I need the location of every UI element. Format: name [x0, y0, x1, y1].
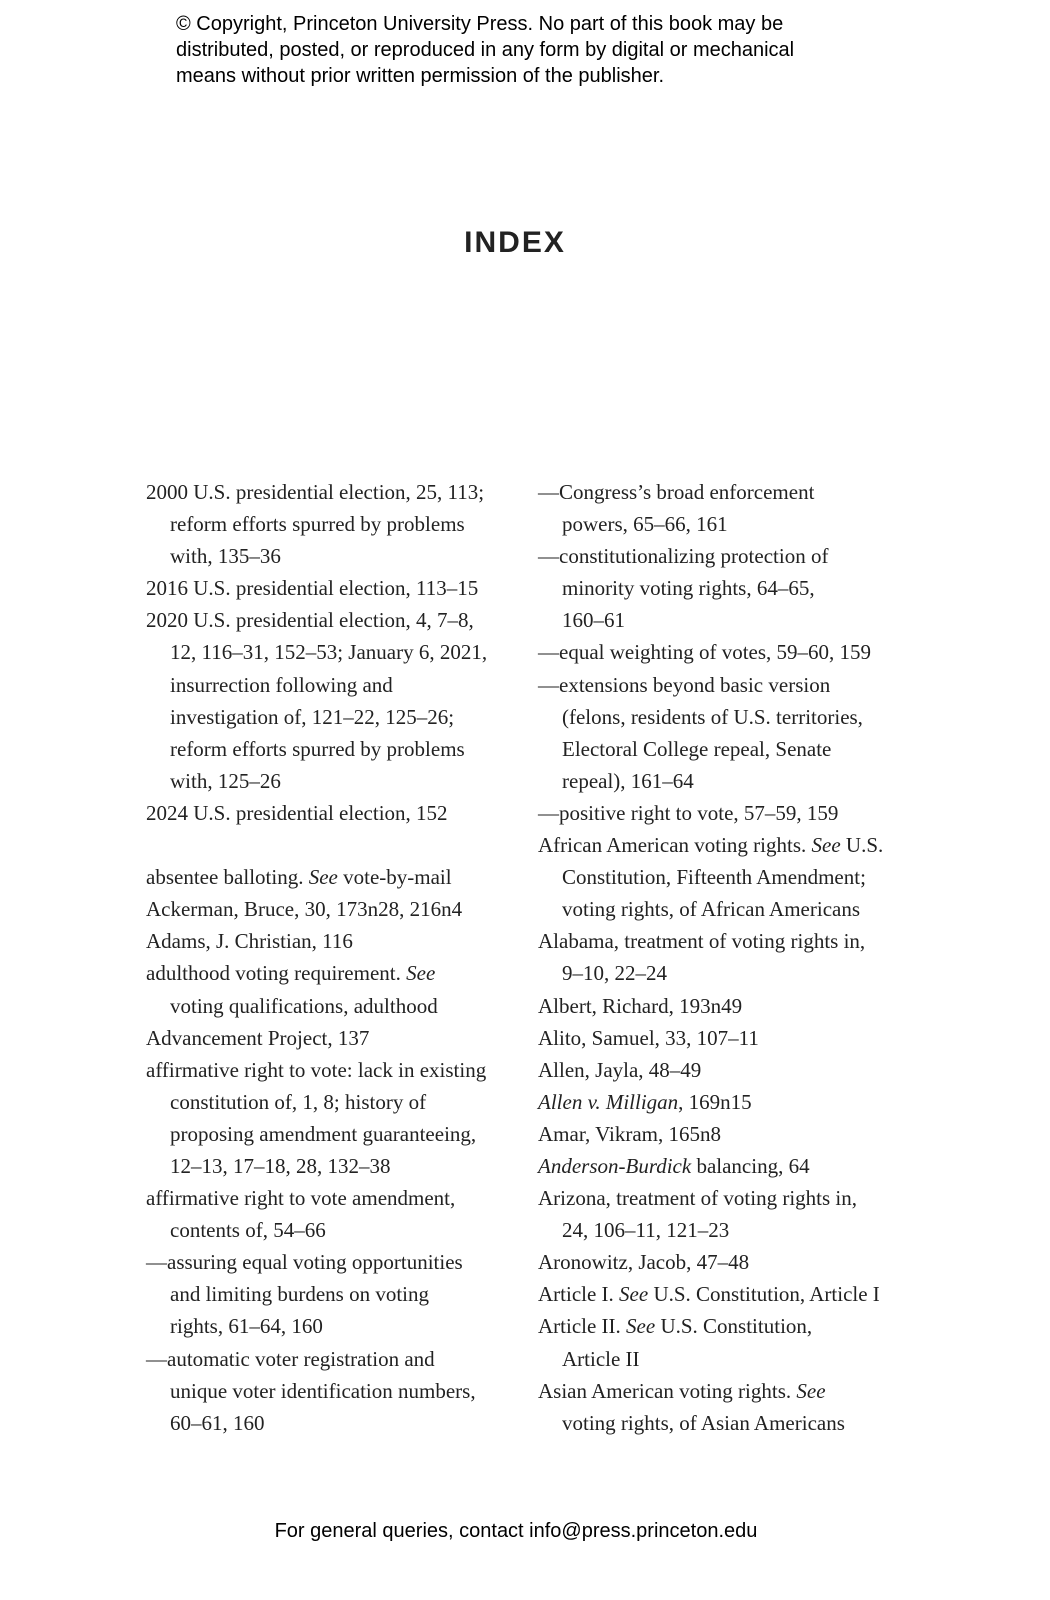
- index-entry: [146, 797, 526, 829]
- index-entry: [538, 669, 918, 797]
- entry-text: with, 135–36: [170, 544, 281, 569]
- index-entry-line: [146, 1054, 526, 1086]
- index-entry: [538, 1375, 918, 1439]
- copyright-line: means without prior written permission of the publisher.: [176, 65, 665, 87]
- entry-text: —automatic voter registration and: [146, 1346, 435, 1371]
- italic-text: See: [619, 1282, 649, 1307]
- index-entry-line: [146, 1182, 526, 1214]
- index-entry: [538, 636, 918, 668]
- index-entry: [146, 1343, 526, 1439]
- index-entry: [146, 604, 526, 797]
- index-entry-line: [146, 572, 526, 604]
- index-column-left: [146, 476, 526, 1439]
- index-entry-line: [538, 1150, 918, 1182]
- index-entry-line: [538, 829, 918, 861]
- entry-text: (felons, residents of U.S. territories,: [562, 704, 863, 729]
- index-entry-line: [146, 1278, 526, 1310]
- index-entry: [146, 476, 526, 572]
- copyright-notice: [176, 11, 794, 89]
- index-entry: [538, 1150, 918, 1182]
- index-entry-line: [146, 957, 526, 989]
- entry-text: vote-by-mail: [337, 865, 452, 890]
- index-entry: [146, 925, 526, 957]
- entry-text: Ackerman, Bruce, 30, 173n28, 216n4: [146, 897, 463, 922]
- entry-text: Alito, Samuel, 33, 107–11: [538, 1025, 759, 1050]
- entry-text: investigation of, 121–22, 125–26;: [170, 704, 455, 729]
- entry-text: U.S. Constitution,: [655, 1314, 813, 1339]
- index-entry-line: [146, 990, 526, 1022]
- entry-text: Asian American voting rights.: [538, 1378, 797, 1403]
- index-entry-line: [146, 1343, 526, 1375]
- entry-text: —constitutionalizing protection of: [538, 544, 829, 569]
- index-entry-line: [538, 1343, 918, 1375]
- entry-text: U.S. Constitution, Article I: [648, 1282, 880, 1307]
- italic-text: See: [796, 1378, 826, 1403]
- index-entry: [146, 957, 526, 1021]
- entry-text: Article II: [562, 1346, 640, 1371]
- index-entry: [146, 572, 526, 604]
- index-entry: [538, 797, 918, 829]
- entry-text: 160–61: [562, 608, 625, 633]
- index-entry-line: [538, 476, 918, 508]
- index-entry-line: [538, 1310, 918, 1342]
- index-entry-line: [146, 797, 526, 829]
- entry-text: Albert, Richard, 193n49: [538, 993, 743, 1018]
- entry-text: Alabama, treatment of voting rights in,: [538, 929, 866, 954]
- index-entry-line: [538, 1214, 918, 1246]
- entry-text: repeal), 161–64: [562, 768, 694, 793]
- index-entry: [538, 1118, 918, 1150]
- entry-text: —positive right to vote, 57–59, 159: [538, 800, 839, 825]
- entry-text: Aronowitz, Jacob, 47–48: [538, 1250, 750, 1275]
- entry-text: contents of, 54–66: [170, 1218, 326, 1243]
- index-column-right: [538, 476, 918, 1439]
- index-entry-line: [146, 1310, 526, 1342]
- entry-text: powers, 65–66, 161: [562, 512, 728, 537]
- index-entry: [538, 829, 918, 925]
- index-entry-line: [146, 1246, 526, 1278]
- entry-text: Arizona, treatment of voting rights in,: [538, 1186, 858, 1211]
- index-entry-line: [538, 1246, 918, 1278]
- entry-text: affirmative right to vote amendment,: [146, 1186, 456, 1211]
- index-entry-line: [146, 1022, 526, 1054]
- index-entry-line: [146, 925, 526, 957]
- index-entry: [538, 1278, 918, 1310]
- index-entry-line: [146, 476, 526, 508]
- copyright-line: distributed, posted, or reproduced in any form by digital or mechanical: [176, 39, 795, 61]
- entry-text: Electoral College repeal, Senate: [562, 736, 832, 761]
- index-entry-line: [538, 1407, 918, 1439]
- entry-text: constitution of, 1, 8; history of: [170, 1089, 427, 1114]
- entry-text: 12–13, 17–18, 28, 132–38: [170, 1153, 391, 1178]
- index-entry-line: [146, 893, 526, 925]
- italic-text: Allen v. Milligan: [538, 1089, 679, 1114]
- index-entry-line: [538, 701, 918, 733]
- entry-text: —extensions beyond basic version: [538, 672, 831, 697]
- index-entry: [146, 1182, 526, 1246]
- entry-text: balancing, 64: [691, 1153, 810, 1178]
- index-entry-line: [538, 925, 918, 957]
- page-title: INDEX: [464, 226, 566, 259]
- index-entry-line: [538, 572, 918, 604]
- footer-contact: For general queries, contact info@press.princeton.edu: [274, 1520, 758, 1542]
- entry-text: 2016 U.S. presidential election, 113–15: [146, 576, 479, 601]
- entry-text: 60–61, 160: [170, 1410, 265, 1435]
- index-entry: [538, 990, 918, 1022]
- entry-text: voting rights, of African Americans: [562, 897, 861, 922]
- entry-text: absentee balloting.: [146, 865, 309, 890]
- index-entry-line: [538, 893, 918, 925]
- copyright-line: © Copyright, Princeton University Press. No part of this book may be: [176, 13, 784, 35]
- index-entry-line: [538, 797, 918, 829]
- index-entry-line: [146, 1407, 526, 1439]
- index-entry-line: [538, 1278, 918, 1310]
- index-entry-line: [146, 1086, 526, 1118]
- entry-text: Advancement Project, 137: [146, 1025, 370, 1050]
- entry-text: U.S.: [840, 833, 884, 858]
- entry-text: insurrection following and: [170, 672, 393, 697]
- entry-text: , 169n15: [678, 1089, 752, 1114]
- entry-text: adulthood voting requirement.: [146, 961, 407, 986]
- index-entry-line: [538, 540, 918, 572]
- index-entry: [538, 1246, 918, 1278]
- entry-text: proposing amendment guaranteeing,: [170, 1121, 477, 1146]
- entry-text: reform efforts spurred by problems: [170, 736, 465, 761]
- entry-text: voting rights, of Asian Americans: [562, 1410, 845, 1435]
- index-entry: [538, 925, 918, 989]
- index-entry-line: [538, 957, 918, 989]
- index-entry: [538, 540, 918, 636]
- index-entry: [146, 893, 526, 925]
- italic-text: See: [406, 961, 436, 986]
- index-entry-line: [538, 861, 918, 893]
- index-entry: [538, 1182, 918, 1246]
- entry-text: affirmative right to vote: lack in existing: [146, 1057, 487, 1082]
- index-entry-line: [146, 1214, 526, 1246]
- entry-text: reform efforts spurred by problems: [170, 512, 465, 537]
- index-entry-line: [538, 733, 918, 765]
- entry-text: Constitution, Fifteenth Amendment;: [562, 865, 866, 890]
- entry-text: 2020 U.S. presidential election, 4, 7–8,: [146, 608, 474, 633]
- entry-text: —equal weighting of votes, 59–60, 159: [538, 640, 872, 665]
- index-entry-line: [146, 508, 526, 540]
- entry-text: 12, 116–31, 152–53; January 6, 2021,: [170, 640, 488, 665]
- entry-text: 9–10, 22–24: [562, 961, 667, 986]
- italic-text: See: [811, 833, 841, 858]
- index-entry-line: [538, 1375, 918, 1407]
- italic-text: See: [626, 1314, 656, 1339]
- entry-text: and limiting burdens on voting: [170, 1282, 429, 1307]
- index-entry-line: [538, 1022, 918, 1054]
- entry-text: Article II.: [538, 1314, 627, 1339]
- entry-text: Adams, J. Christian, 116: [146, 929, 353, 954]
- index-entry-line: [146, 604, 526, 636]
- index-entry: [146, 1246, 526, 1342]
- index-entry-line: [538, 1054, 918, 1086]
- index-entry-line: [146, 765, 526, 797]
- index-entry-line: [538, 669, 918, 701]
- entry-text: minority voting rights, 64–65,: [562, 576, 815, 601]
- entry-text: —assuring equal voting opportunities: [146, 1250, 463, 1275]
- index-entry-line: [146, 733, 526, 765]
- entry-text: unique voter identification numbers,: [170, 1378, 476, 1403]
- entry-text: —Congress’s broad enforcement: [538, 480, 815, 504]
- index-entry-line: [538, 1086, 918, 1118]
- index-entry-line: [146, 669, 526, 701]
- index-entry-line: [146, 1150, 526, 1182]
- index-entry: [538, 1022, 918, 1054]
- index-entry: [146, 1022, 526, 1054]
- section-gap: [146, 829, 526, 861]
- entry-text: 2000 U.S. presidential election, 25, 113;: [146, 480, 485, 504]
- entry-text: with, 125–26: [170, 768, 281, 793]
- index-entry-line: [146, 636, 526, 668]
- index-entry: [538, 476, 918, 540]
- index-entry-line: [538, 1182, 918, 1214]
- index-entry-line: [538, 508, 918, 540]
- italic-text: See: [308, 865, 338, 890]
- index-entry: [538, 1086, 918, 1118]
- index-entry: [146, 1054, 526, 1182]
- entry-text: 2024 U.S. presidential election, 152: [146, 800, 448, 825]
- index-entry-line: [538, 604, 918, 636]
- index-entry: [538, 1054, 918, 1086]
- index-entry-line: [146, 1375, 526, 1407]
- index-entry-line: [146, 861, 526, 893]
- index-entry-line: [538, 636, 918, 668]
- index-entry-line: [538, 990, 918, 1022]
- entry-text: voting qualifications, adulthood: [170, 993, 438, 1018]
- index-entry-line: [146, 540, 526, 572]
- entry-text: Article I.: [538, 1282, 620, 1307]
- index-entry-line: [538, 1118, 918, 1150]
- index-entry-line: [538, 765, 918, 797]
- entry-text: African American voting rights.: [538, 833, 812, 858]
- entry-text: Allen, Jayla, 48–49: [538, 1057, 702, 1082]
- entry-text: 24, 106–11, 121–23: [562, 1218, 730, 1243]
- index-entry-line: [146, 701, 526, 733]
- index-entry-line: [146, 1118, 526, 1150]
- entry-text: Amar, Vikram, 165n8: [538, 1121, 721, 1146]
- index-entry: [146, 861, 526, 893]
- italic-text: Anderson-Burdick: [538, 1153, 692, 1178]
- entry-text: rights, 61–64, 160: [170, 1314, 323, 1339]
- index-entry: [538, 1310, 918, 1374]
